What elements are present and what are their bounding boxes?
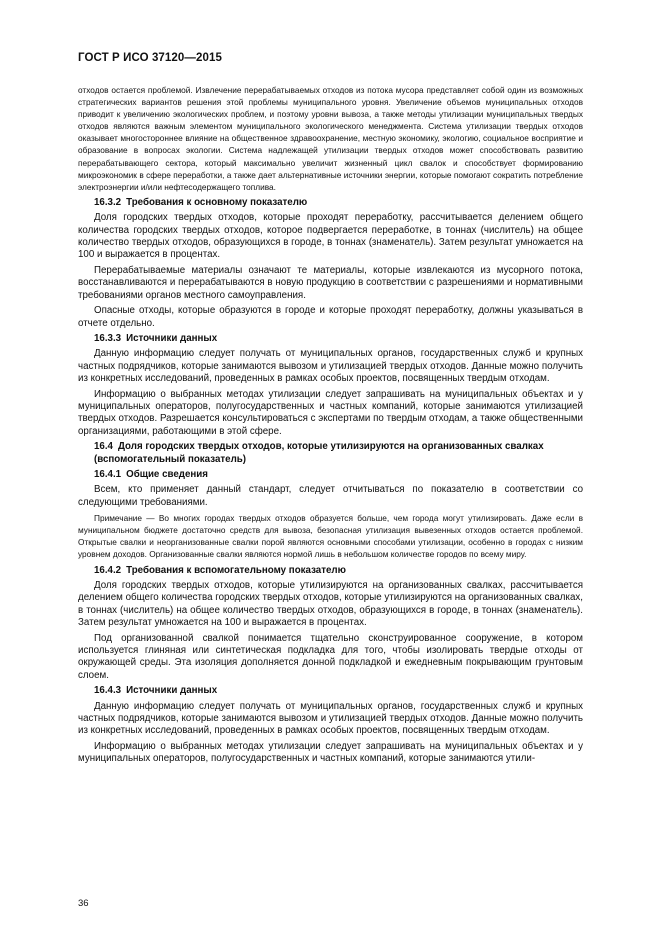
section-number: 16.4: [94, 441, 113, 453]
section-16-4-3-heading: [78, 685, 583, 697]
section-number: 16.3.2: [94, 196, 122, 208]
section-16-3-3-heading: [78, 333, 583, 345]
section-title: Требования к вспомогательному показателю: [126, 564, 346, 576]
intro-paragraph: отходов остается проблемой. Извлечение перерабатываемых отходов из потока мусора представляет собой один из возможных стратегических вариантов решения этой проблемы муниципального уровня. Увеличение объемов муниципальных отходов приводит к увеличению экологических проблем, и поэтому уровни вывоза, а также методы утилизации муниципальных твердых отходов являются важным элементом муниципального экологического менеджмента. Система утилизации твердых отходов оказывает многостороннее влияние на общественное здравоохранение, местную экономику, экологию, социальное восприятие и образование в вопросах экологии. Система надлежащей утилизации твердых отходов может способствовать развитию перерабатывающего сектора, который максимально увеличит жизненный цикл свалок и способствует формированию микроэкономик в сфере переработки, а также дает альтернативные источники энергии, которые помогают сократить потребление электроэнергии и/или нефтесодержащего топлива.: [78, 85, 583, 192]
paragraph: Доля городских твердых отходов, которые утилизируются на организованных свалках, рассчитывается делением общего количества городских твердых отходов, которые утилизируются на организованных свалках, в тоннах (числитель) на общее количество твердых отходов, образующихся в городе, в тоннах (знаменатель). Затем результат умножается на 100 и выражается в процентах.: [78, 579, 583, 629]
paragraph: Под организованной свалкой понимается тщательно сконструированное сооружение, в котором используется глиняная или синтетическая подкладка для того, чтобы изолировать твердые отходы от окружающей среды. Эта изоляция дополняется донной подкладкой и ежедневным покрывающим грунтовым слоем.: [78, 632, 583, 681]
paragraph: Перерабатываемые материалы означают те материалы, которые извлекаются из мусорного потока, восстанавливаются и перерабатываются в новую продукцию в соответствии с разрешениями и нормативными требованиями органов местного самоуправления.: [78, 264, 583, 301]
paragraph: Всем, кто применяет данный стандарт, следует отчитываться по показателю в соответствии со следующими требованиями.: [78, 484, 583, 508]
section-number: 16.3.3: [94, 332, 122, 344]
section-16-4-heading: [78, 441, 583, 466]
page-number: 36: [78, 898, 89, 909]
paragraph: Данную информацию следует получать от муниципальных органов, государственных служб и крупных частных подрядчиков, которые занимаются вывозом и утилизацией твердых отходов. Данные можно получить из конкретных исследований, проведенных в рамках особых проектов, посвященных твердым отходам.: [78, 348, 583, 385]
paragraph: Данную информацию следует получать от муниципальных органов, государственных служб и крупных частных подрядчиков, которые занимаются вывозом и утилизацией твердых отходов. Данные можно получить из конкретных исследований, проведенных в рамках особых проектов, посвященных твердым отходам.: [78, 700, 583, 737]
note-paragraph: Примечание — Во многих городах твердых отходов образуется больше, чем города могут утилизировать. Даже если в муниципальном бюджете достаточно средств для вывоза, безопасная утилизация вывезенных отходов остается проблемой. Открытые свалки и неорганизованные свалки порой являются основными способами утилизации, особенно в городах с низким уровнем доходов. Организованные свалки являются нормой лишь в небольшом количестве городов по всему миру.: [78, 513, 583, 560]
section-16-4-2-heading: [78, 565, 583, 577]
paragraph: Доля городских твердых отходов, которые проходят переработку, рассчитывается делением общего количества городских твердых отходов, которое подвергается переработке, в тоннах (числитель) на общее количество твердых отходов, образующихся в городе, в тоннах (знаменатель). Затем результат умножается на 100 и выражается в процентах.: [78, 212, 583, 261]
document-header: ГОСТ Р ИСО 37120—2015: [78, 52, 223, 64]
paragraph: Информацию о выбранных методах утилизации следует запрашивать на муниципальных объектах и у муниципальных операторов, полугосударственных и частных компаний, которые занимаются утилизацией твердых отходов. Разрешается консультироваться с экспертами по твердым отходам, а также общественными организациями, работающими в этой сфере.: [78, 388, 583, 437]
section-number: 16.4.1: [94, 468, 122, 480]
section-number: 16.4.3: [94, 685, 122, 697]
section-title: Источники данных: [126, 685, 218, 697]
section-title: Доля городских твердых отходов, которые утилизируются на организованных свалках: [117, 441, 544, 453]
section-title: Общие сведения: [126, 468, 208, 480]
section-title-continued: (вспомогательный показатель): [94, 453, 247, 465]
paragraph: Опасные отходы, которые образуются в городе и которые проходят переработку, должны указываться в отчете отдельно.: [78, 305, 583, 329]
section-16-3-2-heading: [78, 197, 583, 209]
paragraph: Информацию о выбранных методах утилизации следует запрашивать на муниципальных объектах и у муниципальных операторов, полугосударственных и частных компаний, которые занимаются утили-: [78, 740, 583, 765]
section-title: Источники данных: [126, 332, 218, 344]
section-16-4-1-heading: [78, 469, 583, 481]
section-number: 16.4.2: [94, 564, 122, 576]
section-title: Требования к основному показателю: [126, 196, 308, 208]
